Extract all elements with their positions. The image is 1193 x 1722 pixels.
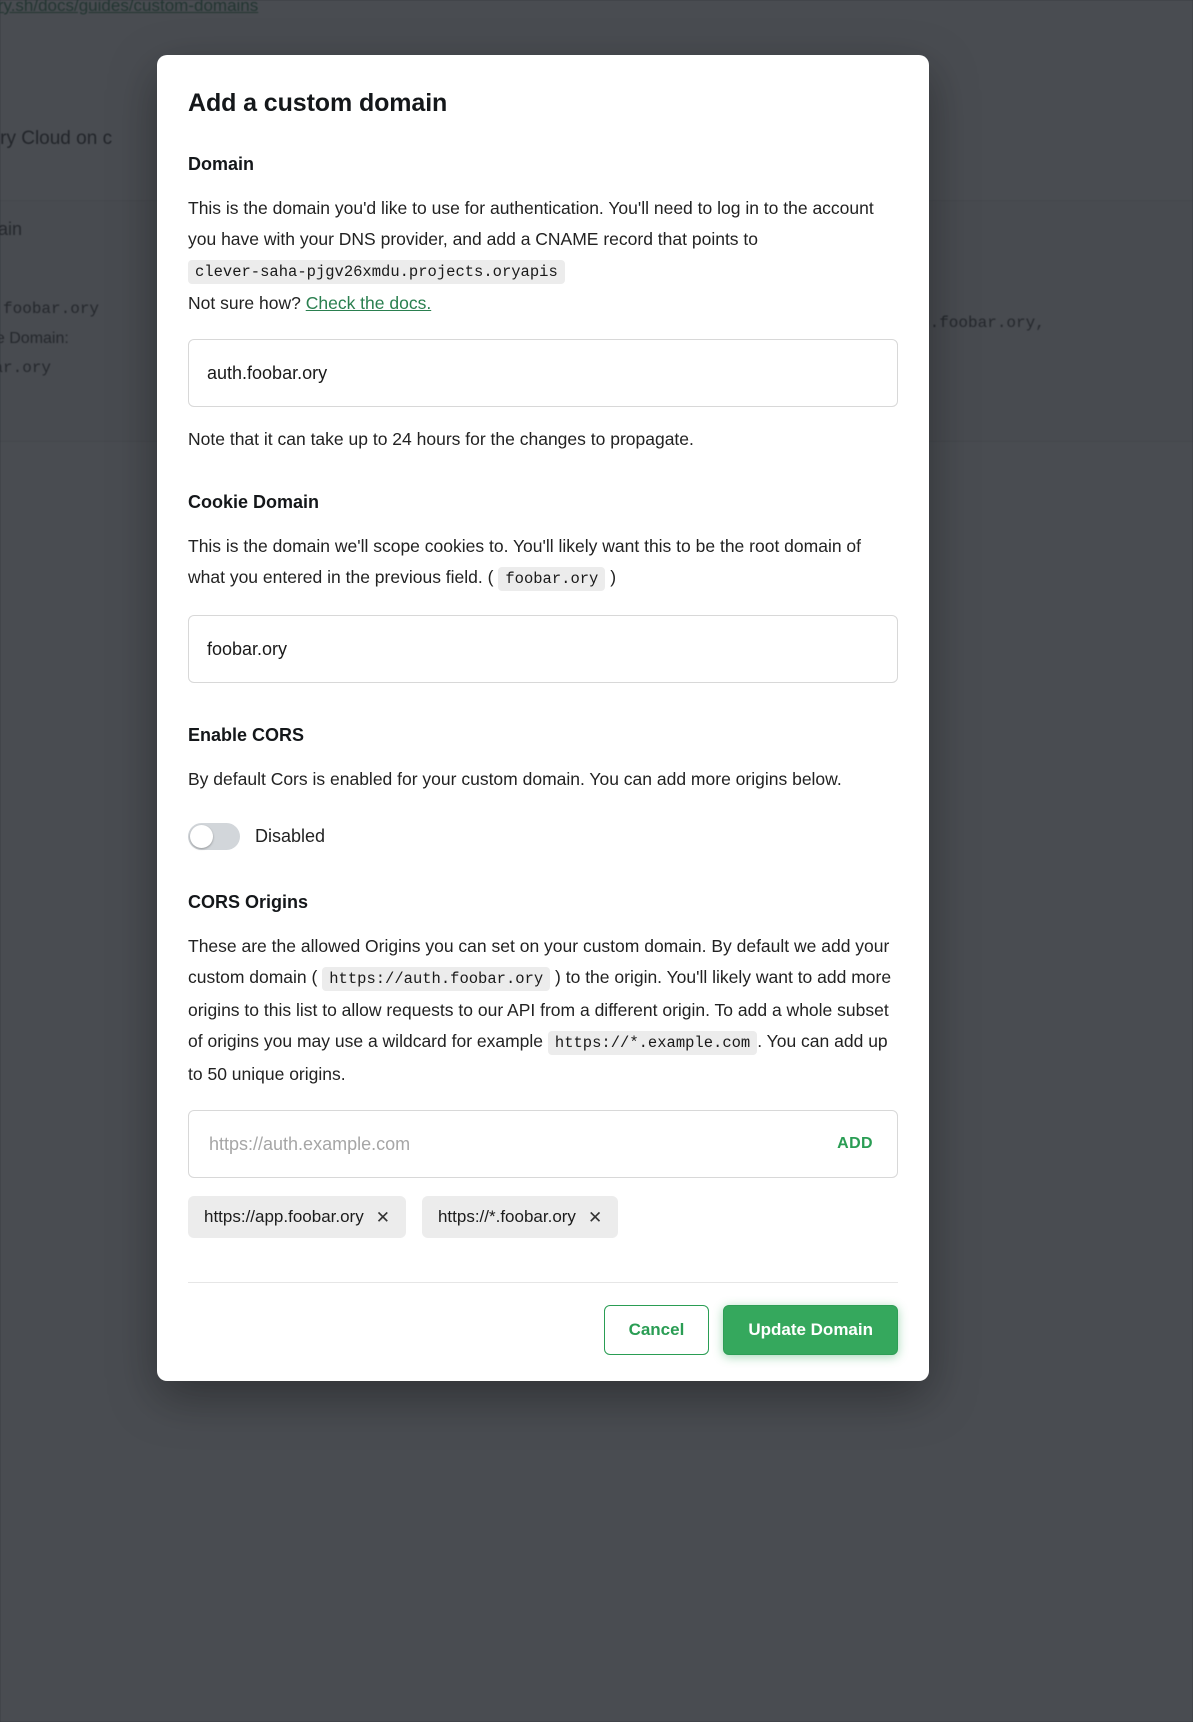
enable-cors-toggle[interactable]: [188, 823, 240, 850]
enable-cors-toggle-label: Disabled: [255, 826, 326, 846]
cookie-domain-description-tail: ): [610, 567, 617, 587]
add-custom-domain-dialog: [157, 55, 929, 1381]
cookie-domain-description: [188, 531, 898, 595]
cname-target-code: clever-saha-pjgv26xmdu.projects.oryapis: [188, 260, 565, 284]
cors-origin-chip-list: [188, 1196, 898, 1238]
cors-origins-description-mid: ) to the origin. You'll likely want to add more origins to this list to allow requests to our API from a different origin. To add a whole subset of origins you may use a wildcard for example: [188, 967, 892, 1051]
toggle-knob: [190, 825, 213, 848]
cors-origins-description-text: These are the allowed Origins you can set on your custom domain. By default we add your custom domain (: [188, 936, 890, 987]
cors-origins-description: [188, 931, 898, 1090]
cors-origin-chip-label: https://app.foobar.ory: [204, 1207, 364, 1226]
cookie-domain-description-text: This is the domain we'll scope cookies to. You'll likely want this to be the root domain of what you entered in the previous field. (: [188, 536, 862, 587]
dialog-title: Add a custom domain: [188, 89, 448, 117]
cors-origin-chip[interactable]: [188, 1196, 406, 1238]
cookie-domain-section-heading: Cookie Domain: [188, 492, 320, 512]
add-origin-button[interactable]: ADD: [831, 1134, 879, 1154]
cors-origin-wildcard-code: https://*.example.com: [548, 1031, 757, 1055]
enable-cors-toggle-row: [188, 823, 898, 850]
domain-description-text: This is the domain you'd like to use for authentication. You'll need to log in to the account you have with your DNS provider, and add a CNAME record that points to: [188, 198, 874, 249]
domain-section-heading: Domain: [188, 154, 255, 174]
enable-cors-description: By default Cors is enabled for your custom domain. You can add more origins below.: [188, 769, 842, 789]
update-domain-button[interactable]: Update Domain: [723, 1305, 898, 1355]
cors-origin-default-code: https://auth.foobar.ory: [322, 967, 550, 991]
domain-input[interactable]: [188, 339, 898, 407]
close-icon[interactable]: ✕: [375, 1207, 390, 1227]
cancel-button[interactable]: Cancel: [604, 1305, 710, 1355]
cors-origins-section-heading: CORS Origins: [188, 892, 309, 912]
cors-origin-input[interactable]: [207, 1133, 831, 1156]
domain-description: [188, 193, 898, 319]
cors-origin-add-row: [188, 1110, 898, 1178]
cookie-domain-input[interactable]: [188, 615, 898, 683]
enable-cors-section-heading: Enable CORS: [188, 725, 305, 745]
cors-origin-chip-label: https://*.foobar.ory: [437, 1207, 576, 1226]
cookie-domain-example-code: foobar.ory: [498, 567, 605, 591]
check-the-docs-link[interactable]: Check the docs.: [305, 293, 432, 313]
dialog-footer: [188, 1283, 898, 1355]
close-icon[interactable]: ✕: [587, 1207, 603, 1227]
domain-propagation-note: Note that it can take up to 24 hours for the changes to propagate.: [188, 429, 694, 449]
domain-not-sure-text: Not sure how?: [188, 293, 301, 313]
cors-origin-chip[interactable]: [422, 1196, 618, 1238]
cors-origins-description-tail: . You can add up to 50 unique origins.: [188, 1031, 888, 1084]
